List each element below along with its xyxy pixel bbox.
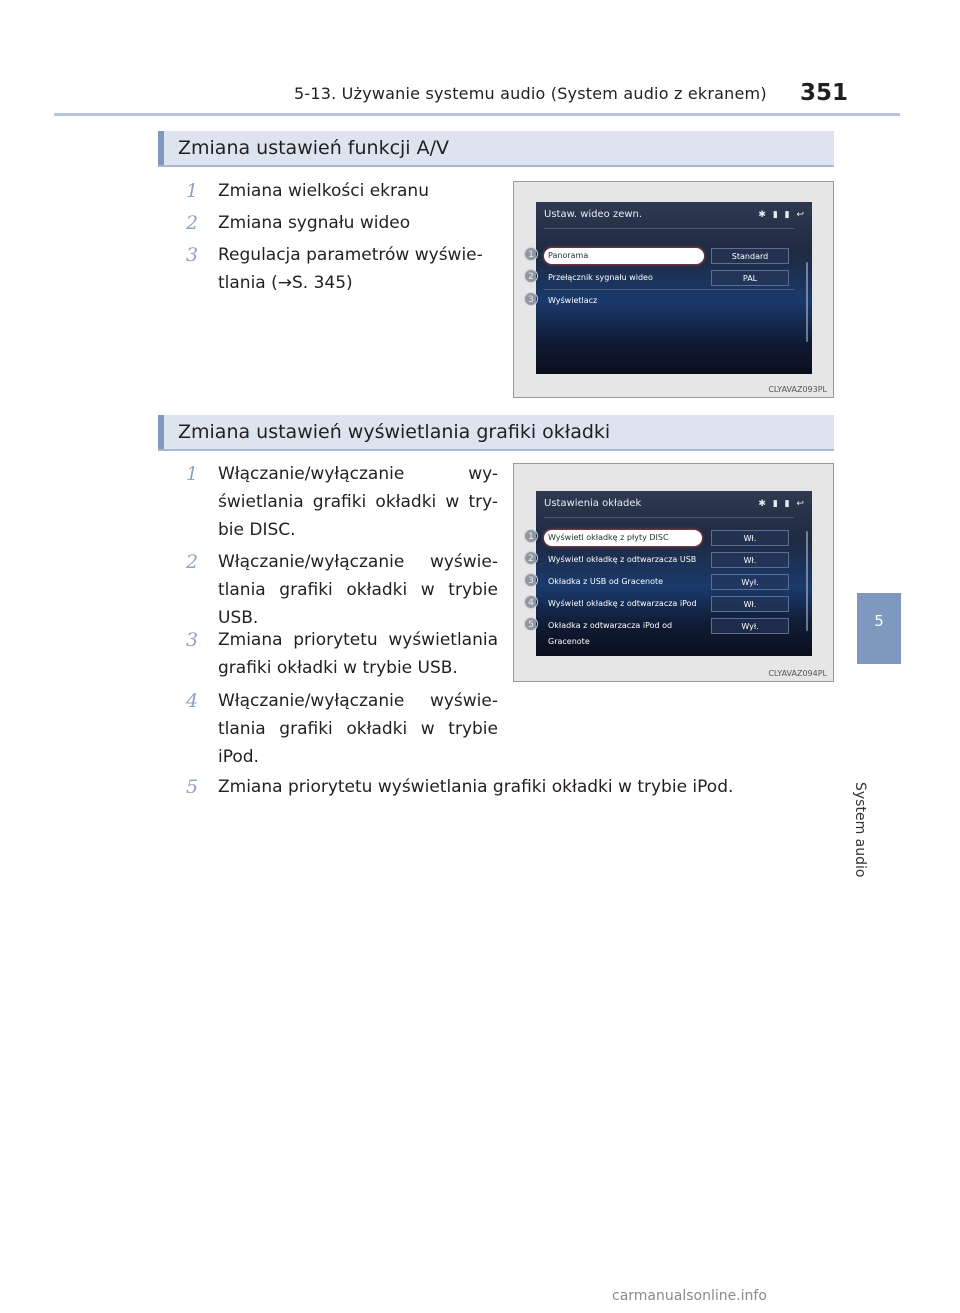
status-icons: ✱ ▮ ▮ ↩	[758, 210, 806, 220]
item-text-line: bie DISC.	[218, 520, 296, 540]
value-box[interactable]: Wł.	[711, 530, 789, 546]
callout-marker: 2	[524, 269, 538, 283]
menu-row-panorama[interactable]: Panorama	[544, 248, 704, 264]
item-number: 5	[186, 776, 199, 798]
callout-marker: 2	[524, 551, 538, 565]
section-title: Zmiana ustawień funkcji A/V	[178, 137, 450, 159]
item-text-line: grafiki okładki w trybie USB.	[218, 658, 458, 678]
item-number: 1	[186, 463, 199, 485]
figure-video-settings	[513, 181, 834, 398]
section-underline	[158, 165, 834, 167]
item-text-line: Włączanie/wyłączanie wy-	[218, 464, 498, 484]
callout-marker: 4	[524, 595, 538, 609]
item-text-line: Włączanie/wyłączanie wyświe-	[218, 691, 498, 711]
scrollbar[interactable]	[806, 531, 808, 631]
section-header-artwork	[158, 415, 834, 449]
value-box[interactable]: Wł.	[711, 552, 789, 568]
menu-row-disc-artwork[interactable]: Wyświetl okładkę z płyty DISC	[544, 530, 702, 546]
status-icons: ✱ ▮ ▮ ↩	[758, 499, 806, 509]
item-text-line: tlania grafiki okładki w trybie	[218, 719, 498, 739]
screen-title: Ustaw. wideo zewn.	[544, 209, 643, 220]
item-text: Zmiana wielkości ekranu	[218, 181, 429, 201]
scrollbar[interactable]	[806, 262, 808, 342]
value-box[interactable]: PAL	[711, 270, 789, 286]
item-text-line: tlania grafiki okładki w trybie	[218, 580, 498, 600]
callout-marker: 1	[524, 529, 538, 543]
item-text-line: tlania (→S. 345)	[218, 273, 353, 293]
divider	[544, 517, 794, 518]
menu-row-video-signal[interactable]: Przełącznik sygnału wideo	[548, 273, 653, 282]
figure-code: CLYAVAZ093PL	[768, 385, 827, 394]
value-box[interactable]: Wył.	[711, 618, 789, 634]
chapter-tab-label: System audio	[852, 782, 868, 878]
figure-code: CLYAVAZ094PL	[768, 669, 827, 678]
section-underline	[158, 449, 834, 451]
page-number: 351	[800, 80, 849, 106]
item-text: Zmiana priorytetu wyświetlania grafiki okładki w trybie iPod.	[218, 777, 734, 797]
item-text	[218, 548, 498, 632]
menu-row-ipod-gracenote[interactable]: Okładka z odtwarzacza iPod od Gracenote	[548, 621, 673, 646]
item-text-line: Zmiana priorytetu wyświetlania	[218, 630, 498, 650]
value-box[interactable]: Wł.	[711, 596, 789, 612]
watermark: carmanualsonline.info	[612, 1288, 767, 1304]
callout-marker: 5	[524, 617, 538, 631]
item-text-line: iPod.	[218, 747, 259, 767]
item-text-line: USB.	[218, 608, 259, 628]
menu-row-usb-artwork[interactable]: Wyświetl okładkę z odtwarzacza USB	[548, 555, 697, 564]
section-header-av	[158, 131, 834, 165]
item-text	[218, 460, 498, 544]
callout-marker: 1	[524, 247, 538, 261]
item-number: 3	[186, 244, 199, 266]
item-number: 4	[186, 690, 199, 712]
item-text	[218, 241, 498, 297]
item-number: 2	[186, 551, 199, 573]
menu-row-display[interactable]: Wyświetlacz	[548, 296, 598, 305]
item-number: 2	[186, 212, 199, 234]
item-text	[218, 687, 498, 771]
section-title: Zmiana ustawień wyświetlania grafiki okładki	[178, 421, 611, 443]
divider	[544, 228, 794, 229]
value-box[interactable]: Standard	[711, 248, 789, 264]
item-text: Zmiana sygnału wideo	[218, 213, 411, 233]
item-text-line: świetlania grafiki okładki w try-	[218, 492, 498, 512]
callout-marker: 3	[524, 573, 538, 587]
item-text-line: Włączanie/wyłączanie wyświe-	[218, 552, 498, 572]
item-text-line: Regulacja parametrów wyświe-	[218, 245, 483, 265]
item-text	[218, 626, 498, 682]
item-number: 3	[186, 629, 199, 651]
chapter-tab-number: 5	[874, 612, 884, 630]
menu-row-usb-gracenote[interactable]: Okładka z USB od Gracenote	[548, 577, 664, 586]
menu-row-ipod-artwork[interactable]: Wyświetl okładkę z odtwarzacza iPod	[548, 599, 697, 608]
screen-image	[528, 202, 812, 374]
divider	[544, 289, 794, 290]
screen-title: Ustawienia okładek	[544, 498, 642, 509]
item-number: 1	[186, 180, 199, 202]
running-header: 5-13. Używanie systemu audio (System audio z ekranem)	[294, 84, 767, 103]
value-box[interactable]: Wył.	[711, 574, 789, 590]
header-rule	[54, 113, 900, 116]
callout-marker: 3	[524, 292, 538, 306]
screen-image	[528, 491, 812, 656]
figure-artwork-settings	[513, 463, 834, 682]
